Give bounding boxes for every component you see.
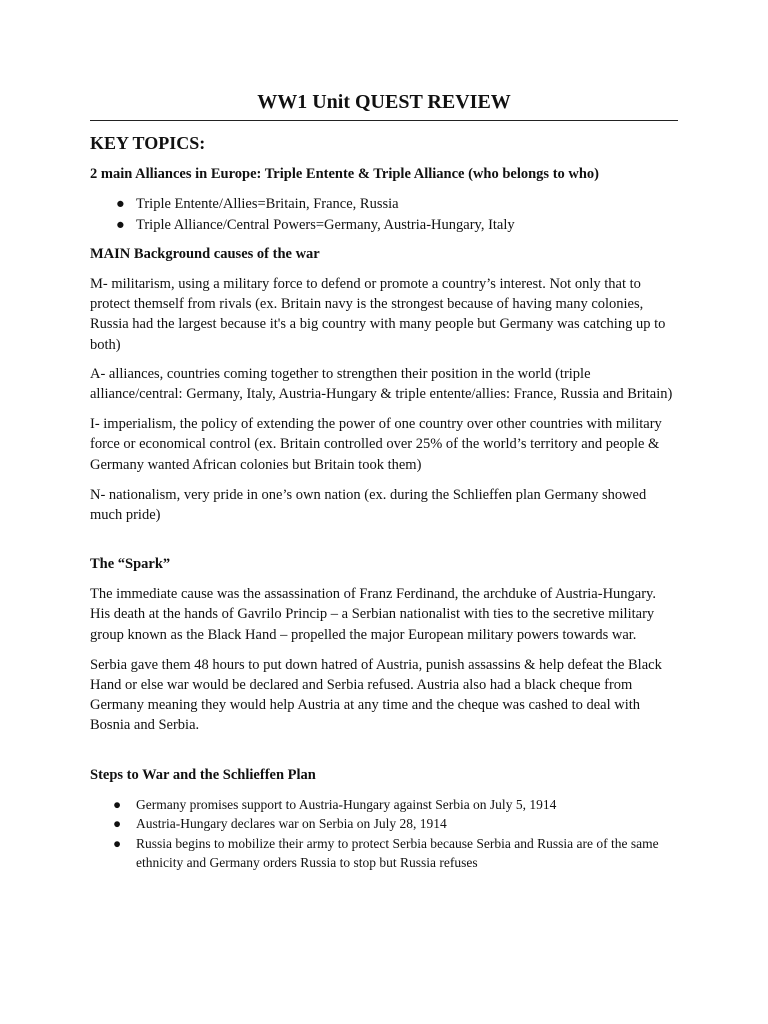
steps-heading: Steps to War and the Schlieffen Plan (90, 766, 316, 783)
list-item (90, 814, 678, 834)
spark-paragraph-2: Serbia gave them 48 hours to put down hatred of Austria, punish assassins & help defeat the Black Hand or else war would be declared and Serbia refused. Austria also had a black cheque from Germany meaning they would help Austria at any time and the cheque was cashed to deal with Bosnia and Serbia. (90, 656, 662, 734)
spark-paragraph-1: The immediate cause was the assassination of Franz Ferdinand, the archduke of Austria-Hungary. His death at the hands of Gavrilo Princip – a Serbian nationalist with ties to the secretive military group known as the Black Hand – propelled the major European military powers towards war. (90, 586, 656, 643)
bullet-icon: ● (113, 796, 122, 812)
list-item (90, 215, 678, 236)
bullet-icon: ● (116, 196, 125, 212)
list-item-text: Triple Entente/Allies=Britain, France, Russia (136, 196, 399, 212)
list-item-text: Russia begins to mobilize their army to protect Serbia because Serbia and Russia are of the same ethnicity and Germany orders Russia to stop but Russia refuses (136, 835, 659, 871)
cause-nationalism: N- nationalism, very pride in one’s own nation (ex. during the Schlieffen plan Germany showed much pride) (90, 486, 647, 524)
alliances-heading: 2 main Alliances in Europe: Triple Entente & Triple Alliance (who belongs to who) (90, 166, 600, 182)
spark-heading: The “Spark” (90, 556, 171, 573)
bullet-icon: ● (113, 835, 122, 851)
list-item (90, 194, 678, 215)
bullet-icon: ● (113, 816, 122, 832)
alliances-list (90, 194, 678, 235)
steps-list (90, 795, 678, 873)
bullet-icon: ● (116, 216, 125, 233)
cause-militarism: M- militarism, using a military force to defend or promote a country’s interest. Not only that to protect themself from rivals (ex. Britain navy is the strongest because of having many colonies, Russia had the largest because it's a big country with many people but Germany was catching up to both) (90, 276, 666, 353)
list-item-text: Triple Alliance/Central Powers=Germany, Austria-Hungary, Italy (136, 216, 515, 233)
key-topics-heading: KEY TOPICS: (90, 133, 206, 153)
document-page (90, 88, 678, 873)
document-title: WW1 Unit QUEST REVIEW (90, 88, 678, 121)
cause-imperialism: I- imperialism, the policy of extending the power of one country over other countries with military force or economical control (ex. Britain controlled over 25% of the world’s territory and people & Germany wanted African colonies but Britain took them) (90, 416, 662, 473)
list-item-text: Austria-Hungary declares war on Serbia on July 28, 1914 (136, 816, 447, 832)
list-item (90, 834, 678, 873)
cause-alliances: A- alliances, countries coming together to strengthen their position in the world (triple alliance/central: Germany, Italy, Austria-Hungary & triple entente/allies: France, Russia and Britain) (90, 365, 673, 403)
list-item-text: Germany promises support to Austria-Hungary against Serbia on July 5, 1914 (136, 796, 557, 812)
list-item (90, 795, 678, 815)
causes-heading: MAIN Background causes of the war (90, 246, 320, 262)
